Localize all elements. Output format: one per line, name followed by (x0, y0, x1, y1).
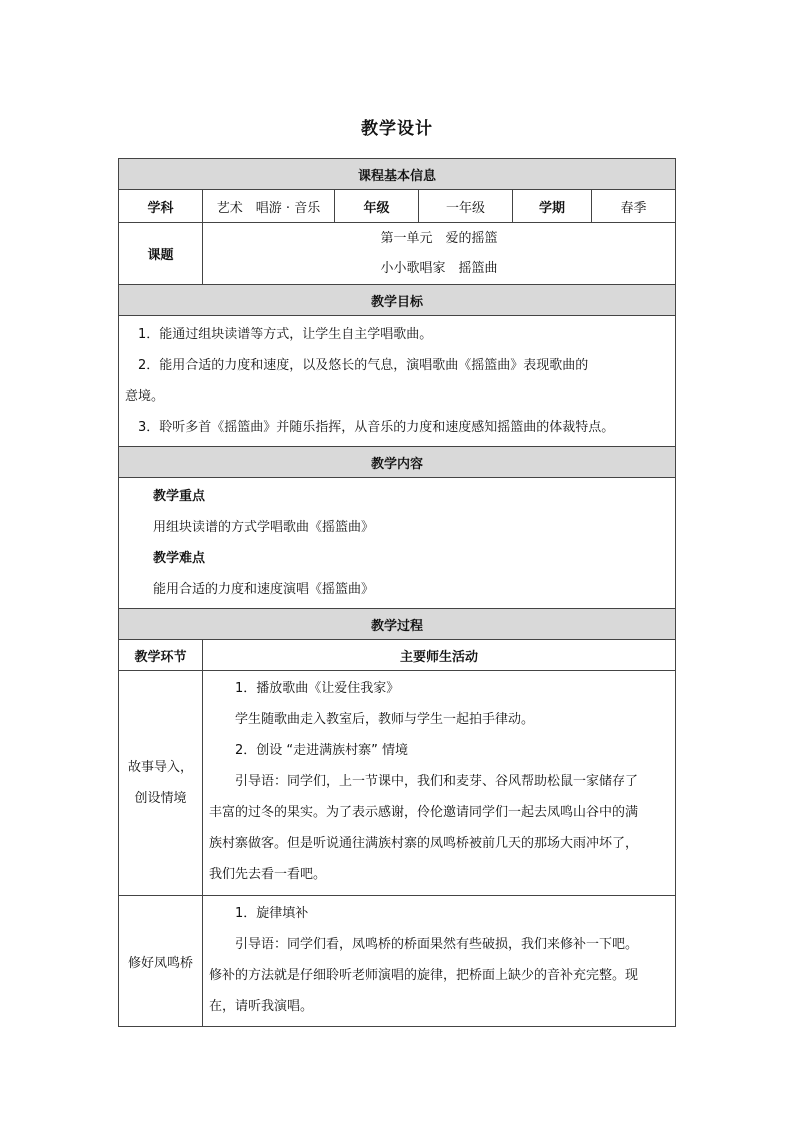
stage-name-line: 创设情境 (134, 791, 187, 806)
difficulty-label: 教学难点 (153, 551, 206, 566)
goal-item-continued: 意境。 (125, 389, 165, 404)
topic-row (119, 223, 676, 285)
topic-line-2: 小小歌唱家 摇篮曲 (380, 260, 498, 276)
topic-line-1: 第一单元 爱的摇篮 (380, 230, 498, 246)
topic-value (203, 223, 676, 285)
activity-line: 学生随歌曲走入教室后，教师与学生一起拍手律动。 (235, 712, 535, 727)
activity-line: 1．播放歌曲《让爱住我家》 (235, 681, 400, 696)
stage-name-line: 故事导入， (127, 760, 193, 775)
activity-line: 丰富的过冬的果实。为了表示感谢，伶伦邀请同学们一起去凤鸣山谷中的满 (209, 805, 639, 820)
stage-name (119, 671, 203, 896)
term-label: 学期 (513, 190, 592, 223)
goals-header-row (119, 285, 676, 316)
grade-label: 年级 (335, 190, 419, 223)
stage-column-header: 教学环节 (119, 640, 203, 671)
term-value: 春季 (592, 190, 676, 223)
goals-body (119, 316, 676, 447)
grade-value: 一年级 (419, 190, 513, 223)
topic-label: 课题 (119, 223, 203, 285)
goals-row (119, 316, 676, 447)
content-header-row (119, 447, 676, 478)
goal-item: 3．聆听多首《摇篮曲》并随乐指挥，从音乐的力度和速度感知摇篮曲的体裁特点。 (138, 420, 615, 435)
activity-line: 引导语：同学们看，凤鸣桥的桥面果然有些破损，我们来修补一下吧。 (235, 937, 639, 952)
subject-value: 艺术 唱游 · 音乐 (203, 190, 335, 223)
goal-item: 1．能通过组块读谱等方式，让学生自主学唱歌曲。 (138, 327, 433, 342)
content-header: 教学内容 (119, 447, 676, 478)
activity-line: 我们先去看一看吧。 (209, 867, 327, 882)
activity-line: 2．创设 “走进满族村寨” 情境 (235, 743, 409, 758)
activity-line: 修补的方法就是仔细聆听老师演唱的旋律，把桥面上缺少的音补充完整。现 (209, 968, 639, 983)
stage-activities (203, 896, 676, 1027)
goal-item: 2．能用合适的力度和速度，以及悠长的气息，演唱歌曲《摇篮曲》表现歌曲的 (138, 358, 589, 373)
activity-line: 引导语：同学们，上一节课中，我们和麦芽、谷风帮助松鼠一家储存了 (235, 774, 639, 789)
stage-row (119, 671, 676, 896)
stage-name: 修好凤鸣桥 (119, 896, 203, 1027)
content-body (119, 478, 676, 609)
activity-column-header: 主要师生活动 (203, 640, 676, 671)
process-header-row (119, 609, 676, 640)
activity-line: 在，请听我演唱。 (209, 999, 314, 1014)
process-header: 教学过程 (119, 609, 676, 640)
difficulty-text: 能用合适的力度和速度演唱《摇篮曲》 (153, 582, 375, 597)
activity-line: 族村寨做客。但是听说通往满族村寨的凤鸣桥被前几天的那场大雨冲坏了， (209, 836, 639, 851)
activity-line: 1．旋律填补 (235, 906, 309, 921)
key-point-text: 用组块读谱的方式学唱歌曲《摇篮曲》 (153, 520, 375, 535)
goals-header: 教学目标 (119, 285, 676, 316)
basic-info-row (119, 190, 676, 223)
basic-info-header: 课程基本信息 (119, 159, 676, 190)
lesson-plan-table (118, 158, 676, 1027)
key-point-label: 教学重点 (153, 489, 206, 504)
content-row (119, 478, 676, 609)
subject-label: 学科 (119, 190, 203, 223)
stage-row (119, 896, 676, 1027)
basic-info-header-row (119, 159, 676, 190)
page-title: 教学设计 (361, 119, 433, 139)
stage-activities (203, 671, 676, 896)
process-columns-row (119, 640, 676, 671)
